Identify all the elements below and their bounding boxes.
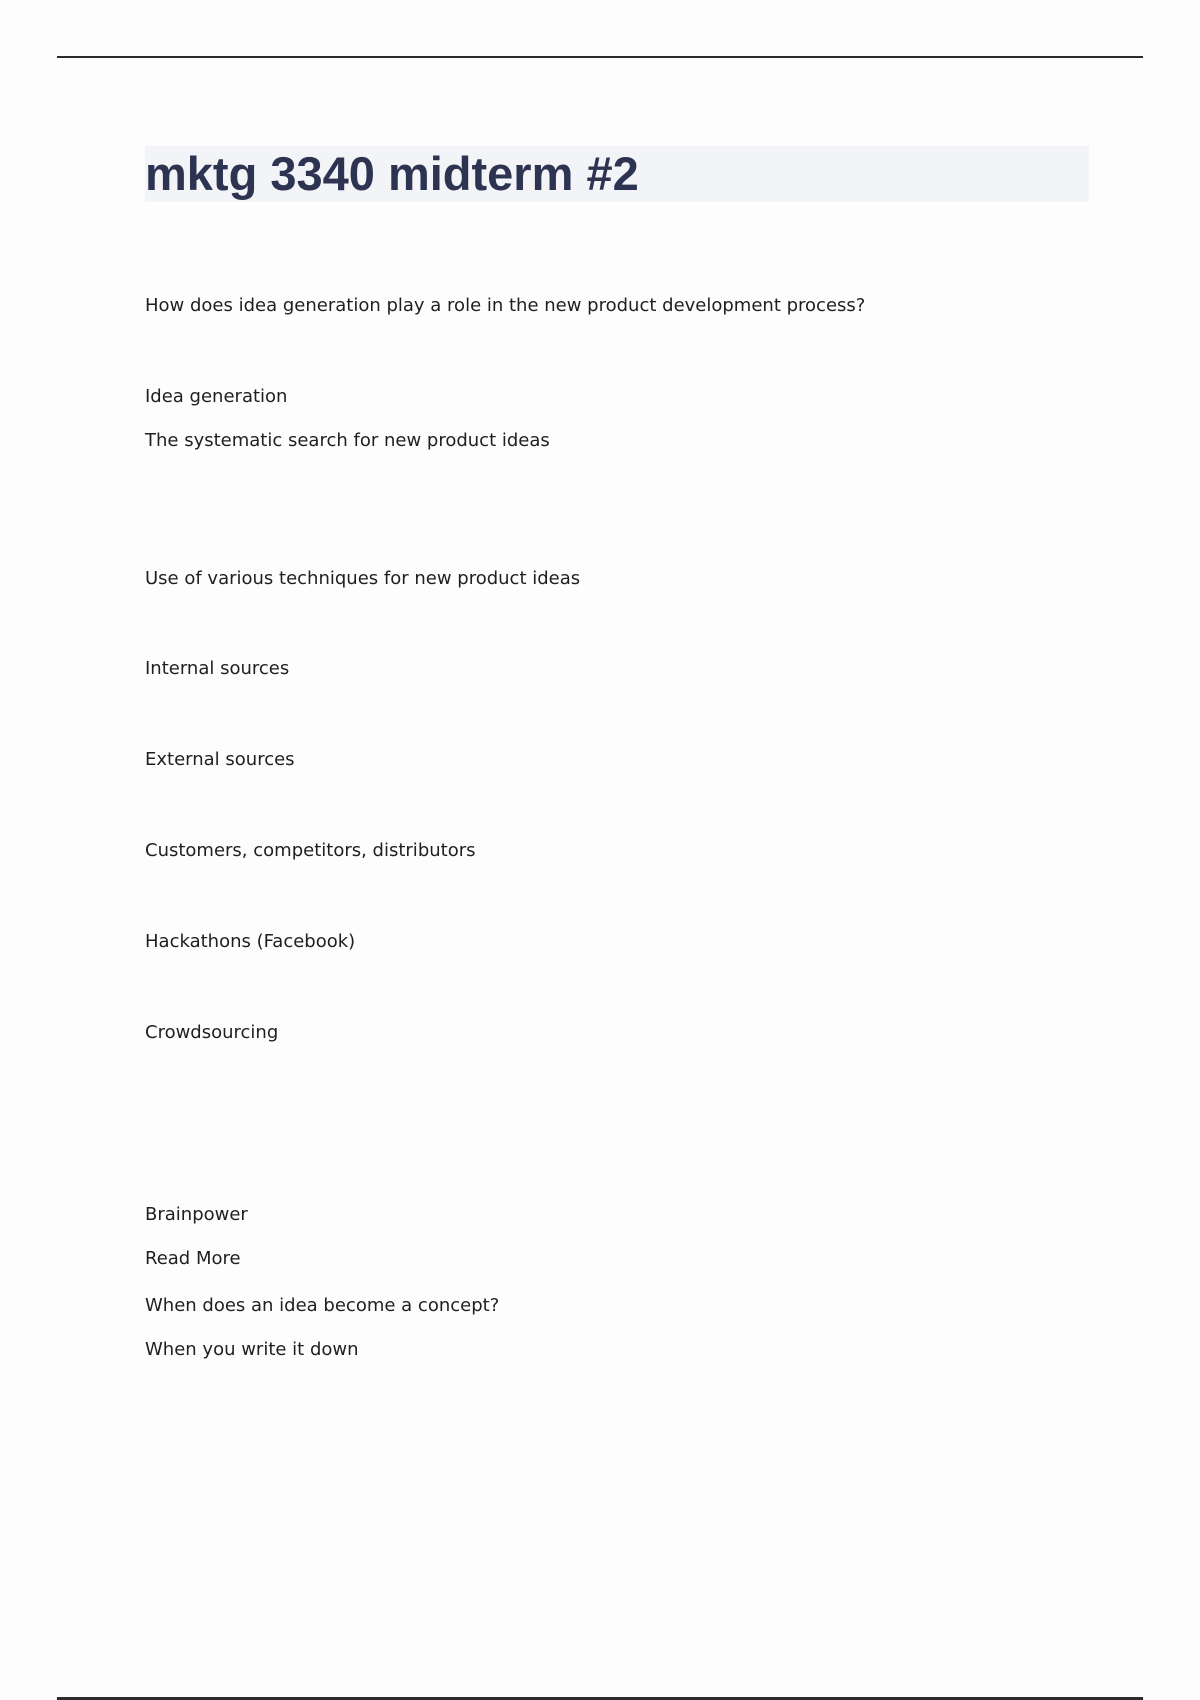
answer-line: When you write it down [145,1339,359,1360]
answer-line: The systematic search for new product ideas [145,430,550,451]
read-more-link[interactable]: Read More [145,1248,241,1269]
answer-line: Crowdsourcing [145,1022,279,1043]
question-line: How does idea generation play a role in the new product development process? [145,295,866,316]
answer-line: Internal sources [145,658,290,679]
answer-line: Idea generation [145,386,288,407]
answer-line: Customers, competitors, distributors [145,840,476,861]
question-line: When does an idea become a concept? [145,1295,500,1316]
answer-line: Brainpower [145,1204,248,1225]
answer-line: Use of various techniques for new product ideas [145,568,581,589]
answer-line: Hackathons (Facebook) [145,931,356,952]
answer-line: External sources [145,749,295,770]
header-rule [57,56,1143,58]
document-title: mktg 3340 midterm #2 [145,147,639,200]
